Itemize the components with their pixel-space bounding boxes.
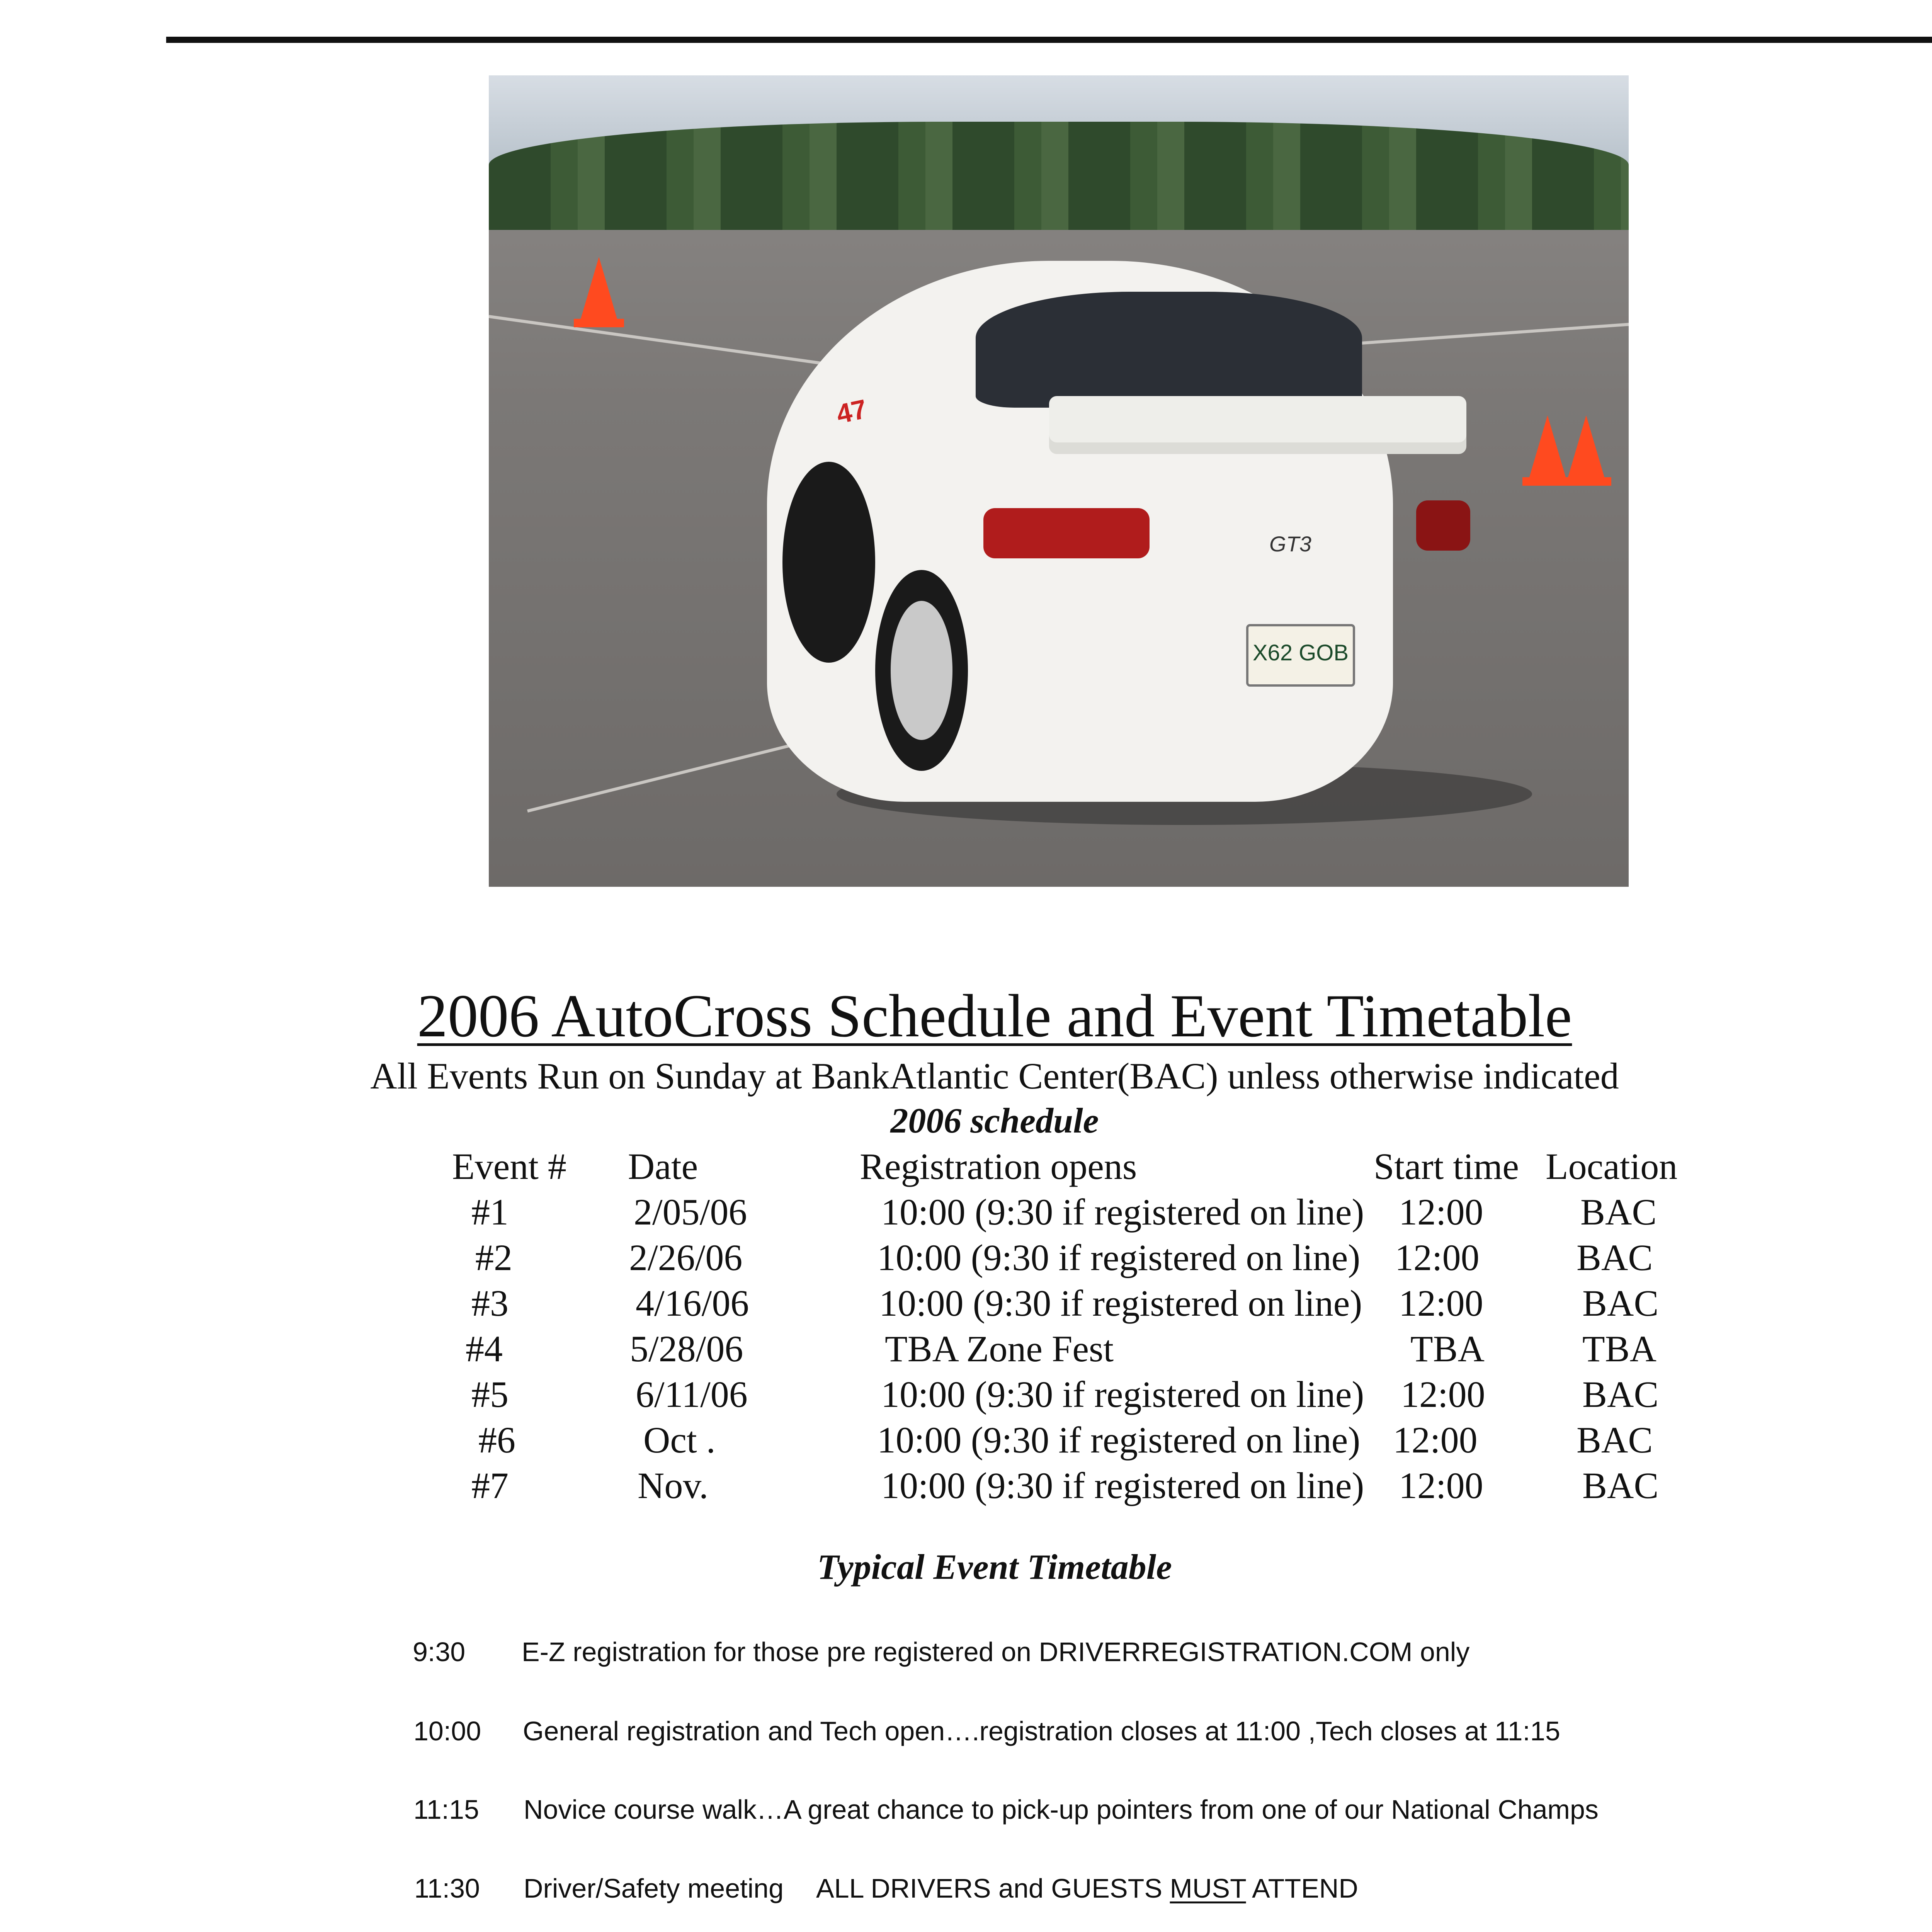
timetable-row — [0, 1631, 1932, 1673]
traffic-cone — [580, 257, 618, 323]
cell-location: BAC — [1577, 1237, 1653, 1278]
cell-registration: TBA Zone Fest — [885, 1328, 1114, 1369]
cell-registration: 10:00 (9:30 if registered on line) — [881, 1191, 1364, 1233]
cell-registration: 10:00 (9:30 if registered on line) — [879, 1282, 1362, 1324]
cell-event: #5 — [471, 1374, 509, 1415]
cell-location: BAC — [1582, 1465, 1659, 1506]
license-plate — [1246, 624, 1355, 687]
schedule-row — [0, 1281, 1932, 1326]
cell-date: Nov. — [638, 1465, 709, 1506]
must-emphasis: MUST — [1170, 1873, 1246, 1903]
schedule-row — [0, 1463, 1932, 1509]
photo-trees — [489, 122, 1629, 230]
header-event: Event # — [452, 1146, 566, 1187]
header-start-time: Start time — [1374, 1146, 1519, 1187]
top-rule — [166, 37, 1932, 43]
cell-location: BAC — [1582, 1282, 1659, 1324]
cell-registration: 10:00 (9:30 if registered on line) — [881, 1465, 1364, 1506]
car-spoiler — [1049, 396, 1466, 442]
cell-start-time: 12:00 — [1399, 1191, 1483, 1233]
cell-date: 2/26/06 — [629, 1237, 743, 1278]
cell-date: 5/28/06 — [630, 1328, 743, 1369]
cell-location: BAC — [1577, 1419, 1653, 1461]
cell-registration: 10:00 (9:30 if registered on line) — [881, 1374, 1364, 1415]
car-rear-window — [976, 292, 1362, 408]
license-plate-text: X62 GOB — [1252, 640, 1349, 665]
timetable-text: Driver/Safety meeting — [524, 1873, 784, 1903]
cell-date: 6/11/06 — [636, 1374, 748, 1415]
car-number: 47 — [833, 393, 870, 430]
timetable-time: 9:30 — [413, 1637, 466, 1667]
timetable-text: Novice course walk…A great chance to pick-up pointers from one of our National Champs — [524, 1794, 1599, 1825]
page-title: 2006 AutoCross Schedule and Event Timetable — [417, 982, 1572, 1050]
attend-suffix: ATTEND — [1246, 1873, 1358, 1903]
cell-event: #6 — [478, 1419, 515, 1461]
schedule-row — [0, 1189, 1932, 1235]
traffic-cone — [1567, 415, 1605, 481]
cell-date: 4/16/06 — [636, 1282, 749, 1324]
schedule-row — [0, 1235, 1932, 1281]
schedule-header-row — [0, 1144, 1932, 1189]
cell-location: TBA — [1582, 1328, 1656, 1369]
cell-event: #4 — [466, 1328, 503, 1369]
car-taillight — [983, 508, 1150, 558]
cell-location: BAC — [1582, 1374, 1659, 1415]
car-wheel — [875, 570, 968, 771]
timetable-row — [0, 1867, 1932, 1910]
car-photo — [489, 75, 1629, 887]
schedule-label: 2006 schedule — [890, 1101, 1099, 1140]
schedule-row — [0, 1417, 1932, 1463]
timetable-row — [0, 1710, 1932, 1752]
timetable-text: E-Z registration for those pre registered on DRIVERREGISTRATION.COM only — [522, 1637, 1470, 1667]
car-wheel — [782, 462, 875, 663]
cell-start-time: 12:00 — [1399, 1465, 1483, 1506]
cell-start-time: TBA — [1410, 1328, 1485, 1369]
cell-event: #7 — [471, 1465, 509, 1506]
timetable-row — [0, 1788, 1932, 1831]
cell-location: BAC — [1580, 1191, 1657, 1233]
timetable-title: Typical Event Timetable — [817, 1547, 1172, 1587]
cell-registration: 10:00 (9:30 if registered on line) — [877, 1237, 1361, 1278]
attend-text: ALL DRIVERS and GUESTS — [816, 1873, 1170, 1903]
cell-start-time: 12:00 — [1401, 1374, 1485, 1415]
cell-registration: 10:00 (9:30 if registered on line) — [877, 1419, 1361, 1461]
cell-start-time: 12:00 — [1393, 1419, 1478, 1461]
header-location: Location — [1546, 1146, 1678, 1187]
cell-start-time: 12:00 — [1395, 1237, 1480, 1278]
cell-date: Oct . — [643, 1419, 716, 1461]
cell-event: #1 — [471, 1191, 509, 1233]
schedule-row — [0, 1326, 1932, 1372]
cell-date: 2/05/06 — [634, 1191, 747, 1233]
timetable-note — [816, 1867, 1358, 1910]
header-date: Date — [628, 1146, 698, 1187]
car-badge: GT3 — [1269, 532, 1311, 556]
timetable-time: 11:30 — [414, 1873, 480, 1903]
page-subtitle: All Events Run on Sunday at BankAtlantic Center(BAC) unless otherwise indicated — [370, 1055, 1619, 1097]
timetable-time: 11:15 — [413, 1794, 479, 1825]
wheel-rim — [891, 601, 952, 740]
schedule-row — [0, 1372, 1932, 1417]
timetable-text: General registration and Tech open….registration closes at 11:00 ,Tech closes at 11:15 — [523, 1716, 1560, 1746]
car-taillight — [1416, 500, 1470, 551]
cell-event: #2 — [475, 1237, 512, 1278]
traffic-cone — [1528, 415, 1567, 481]
timetable-time: 10:00 — [413, 1716, 481, 1746]
header-registration: Registration opens — [860, 1146, 1137, 1187]
lot-line — [527, 735, 828, 813]
cell-event: #3 — [471, 1282, 509, 1324]
cell-start-time: 12:00 — [1399, 1282, 1483, 1324]
